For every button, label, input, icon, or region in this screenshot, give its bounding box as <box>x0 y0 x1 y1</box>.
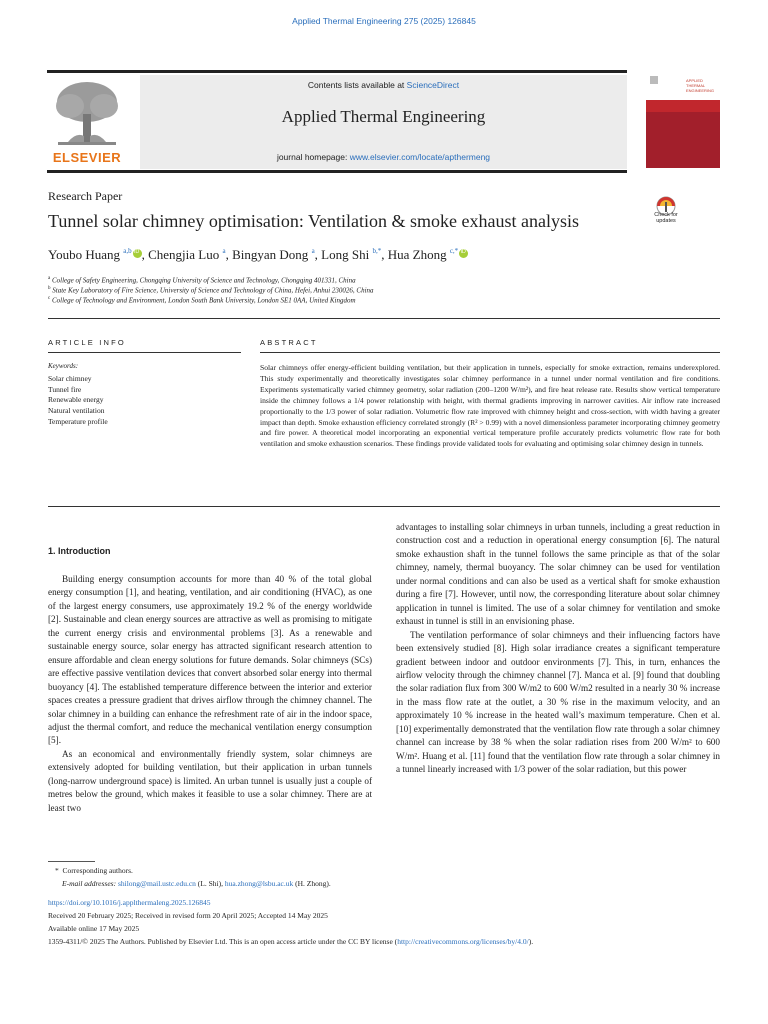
affiliation-mark: b <box>48 286 51 291</box>
body-paragraph: Building energy consumption accounts for more than 40 % of the total global energy consumption [1], and heating, ventilation, and air conditioning (HVAC), as one of the largest energy consumers, use approximately 19.2 % of the energy worldwide [2]. Sustainable and clean energy sources are attractive as well as promising to mitigate the current energy crisis and environmental problems [3]. As a renewable and sustainable energy source, solar energy has attracted significant research attention to ensure affordable and clean energy solutions for future demands. Solar chimneys (SCs) are effective passive ventilation devices that convert absorbed solar energy into thermal buoyancy [4]. The established temperature difference between the interior and exterior spaces creates a pressure gradient that drives airflow through the chimney channel. The solar chimney in a building can enhance the refreshment rate of air in the indoor space, adjust the thermal comfort, and reduce the mechanical ventilation energy consumption [5]. <box>48 574 372 746</box>
abstract-bottom-rule <box>48 506 720 507</box>
corresponding-text: Corresponding authors. <box>62 866 133 875</box>
author-name[interactable]: Long Shi <box>321 247 370 262</box>
cover-line-2: THERMAL <box>686 83 706 88</box>
affiliation-text: College of Safety Engineering, Chongqing University of Science and Technology, Chongqing 401331, China <box>51 276 356 285</box>
affiliation-text: College of Technology and Environment, London South Bank University, London SE1 0AA, United Kingdom <box>51 296 356 305</box>
author-affiliation-mark[interactable]: b,* <box>372 247 382 255</box>
body-right-column <box>396 521 720 777</box>
author-affiliation-mark[interactable]: a <box>222 247 226 255</box>
homepage-prefix: journal homepage: <box>276 152 350 162</box>
author-affiliation-mark[interactable]: a,b <box>123 247 132 255</box>
header-top-rule <box>47 70 627 73</box>
orcid-icon[interactable] <box>133 249 142 258</box>
body-paragraph: As an economical and environmentally friendly system, solar chimneys are extensively adopted for building ventilation, but their application in urban tunnels (long-narrow underground space) is limited. An urban tunnel is usually just a couple of metres below the ground, which makes it feasible to use a solar chimney. There are at least two <box>48 748 372 813</box>
author-list: Youbo Huang $^{a,b}$iD , Chengjia Luo $^a$, Bingyan Dong $^a$, Long Shi $^{b,*}$, Hua Zhong $^{c,*}$iD <box>48 247 468 263</box>
contents-line <box>140 80 627 90</box>
abstract-label: ABSTRACT <box>260 338 318 347</box>
license-suffix: ). <box>528 937 534 946</box>
section-heading: 1. Introduction <box>48 546 111 556</box>
footnote-rule <box>48 861 95 862</box>
keywords-list <box>48 374 108 428</box>
body-paragraph: advantages to installing solar chimneys in urban tunnels, including a great reduction in construction cost and a reduction in operational energy consumption [6]. The natural smoke exhaustion shaft in the tunnel follows the same principle as that of the solar chimney, namely, thermal buoyancy. The solar chimney can be used for ventilation under normal conditions and can also be used as a vertical shaft for smoke exhaustion during a fire [7]. However, until now, the corresponding literature about solar chimney application in tunnel is limited. The use of a solar chimney for ventilation and smoke exhaust in tunnel is still in an envisioning phase. <box>396 522 720 627</box>
license-text: 1359-4311/© 2025 The Authors. Published by Elsevier Ltd. This is an open access article under the CC BY license ( <box>48 937 398 946</box>
email-owner: (H. Zhong). <box>293 879 331 888</box>
keywords-label: Keywords: <box>48 362 79 370</box>
affiliation-mark: c <box>48 296 51 301</box>
journal-title: Applied Thermal Engineering <box>281 107 486 126</box>
keyword: Tunnel fire <box>48 384 82 394</box>
email-link[interactable]: hua.zhong@lsbu.ac.uk <box>224 879 294 888</box>
email-link[interactable]: shilong@mail.ustc.edu.cn <box>117 879 196 888</box>
author-name[interactable]: Chengjia Luo <box>148 247 220 262</box>
paper-type: Research Paper <box>48 189 123 203</box>
check-for-updates-label[interactable]: Check for updates <box>654 212 678 224</box>
email-label: E-mail addresses: <box>62 879 117 888</box>
received-dates: Received 20 February 2025; Received in revised form 20 April 2025; Accepted 14 May 2025 <box>48 911 328 920</box>
cover-line-1: APPLIED <box>686 78 703 83</box>
journal-cover-image[interactable] <box>646 72 720 168</box>
article-title: Tunnel solar chimney optimisation: Ventilation & smoke exhaust analysis <box>48 211 579 231</box>
author-name[interactable]: Youbo Huang <box>48 247 120 262</box>
license-link[interactable]: http://creativecommons.org/licenses/by/4.0/ <box>397 937 529 946</box>
email-owner: (L. Shi), <box>195 879 225 888</box>
keyword: Temperature profile <box>48 416 108 426</box>
license-note <box>48 937 533 946</box>
article-info-label: ARTICLE INFO <box>48 338 126 347</box>
cover-line-3: ENGINEERING <box>686 88 715 93</box>
doi-link[interactable]: https://doi.org/10.1016/j.applthermaleng.2025.126845 <box>48 898 211 907</box>
affiliation-rule <box>48 318 720 319</box>
available-online: Available online 17 May 2025 <box>48 924 140 933</box>
author-affiliation-mark[interactable]: c,* <box>449 247 459 255</box>
keyword: Natural ventilation <box>48 406 105 416</box>
sciencedirect-link[interactable]: ScienceDirect <box>406 80 460 90</box>
abstract-rule <box>260 352 720 353</box>
affiliation-mark: a <box>48 276 51 281</box>
journal-homepage <box>140 152 627 162</box>
author-name[interactable]: Hua Zhong <box>387 247 447 262</box>
article-info-rule <box>48 352 241 353</box>
affiliation <box>48 286 374 294</box>
header-bottom-rule <box>47 170 627 173</box>
affiliation <box>48 296 356 304</box>
elsevier-wordmark: ELSEVIER <box>52 150 122 165</box>
journal-reference[interactable]: Applied Thermal Engineering 275 (2025) 126845 <box>292 16 476 26</box>
author-affiliation-mark[interactable]: a <box>311 247 315 255</box>
email-note <box>62 879 331 888</box>
affiliation-text: State Key Laboratory of Fire Science, University of Science and Technology of China, Hefei, Anhui 230026, China <box>52 286 374 295</box>
keyword: Solar chimney <box>48 374 92 383</box>
body-paragraph: The ventilation performance of solar chimneys and their influencing factors have been extensively studied [8]. High solar irradiance creates a significant temperature gradient between indoor and outdoor environments [7]. This, in turn, enhances the airflow velocity through the chimney channel [7]. Manca et al. [9] found that doubling the solar radiation flux from 300 W/m2 to 600 W/m2 resulted in a nearly 30 % increase in the mass flow rate at the outlet, a 30 % rise in the maximum velocity, and an approximately 10 % increase in the heated wall’s maximum temperature. Chen et al. [10] experimentally demonstrated that the ventilation flow rate through a solar chimney channel can increase by 38 % when the solar radiation rises from 200 W/m² to 600 W/m². Huang et al. [11] found that the ventilation flow rate through a solar chimney in a tunnel linearly increased with 1/3 power of the solar radiation, but this power <box>396 629 720 775</box>
keyword: Renewable energy <box>48 395 104 405</box>
homepage-link[interactable]: www.elsevier.com/locate/apthermeng <box>349 152 491 162</box>
abstract-text: Solar chimneys offer energy-efficient building ventilation, but their application in tunnels, especially for smoke extraction, remains underexplored. This study experimentally and theoretically investigates solar chimney performance in a tunnel under normal ventilation and fire conditions. Experiments systematically varied chimney geometry, solar radiation (200–1200 W/m²), and fire heat release rate. Results show vertical temperature inside the chimney follows a 1/4 power relationship with height, with thermal gradients improving in narrower cavities. Air inflow rate increased proportionally to the 1/3 power of solar radiation. Volumetric flow rate improved with chimney height and cross-section, with width having a greater impact than depth. Smoke exhaustion efficiency correlated strongly (R² > 0.99) with a novel dimensionless parameter incorporating chimney geometry and fire power. A theoretical model incorporating an exponential vertical temperature profile accurately predicts volumetric flow rate for both ventilation and smoke exhaustion scenarios. These findings provide validated tools for evaluating and optimising solar chimney design in tunnels. <box>260 363 720 449</box>
affiliation <box>48 276 356 284</box>
author-name[interactable]: Bingyan Dong <box>232 247 309 262</box>
corresponding-note: * Corresponding authors. <box>55 866 133 875</box>
orcid-icon[interactable] <box>459 249 468 258</box>
contents-prefix: Contents lists available at <box>307 80 407 90</box>
body-left-column <box>48 573 372 815</box>
